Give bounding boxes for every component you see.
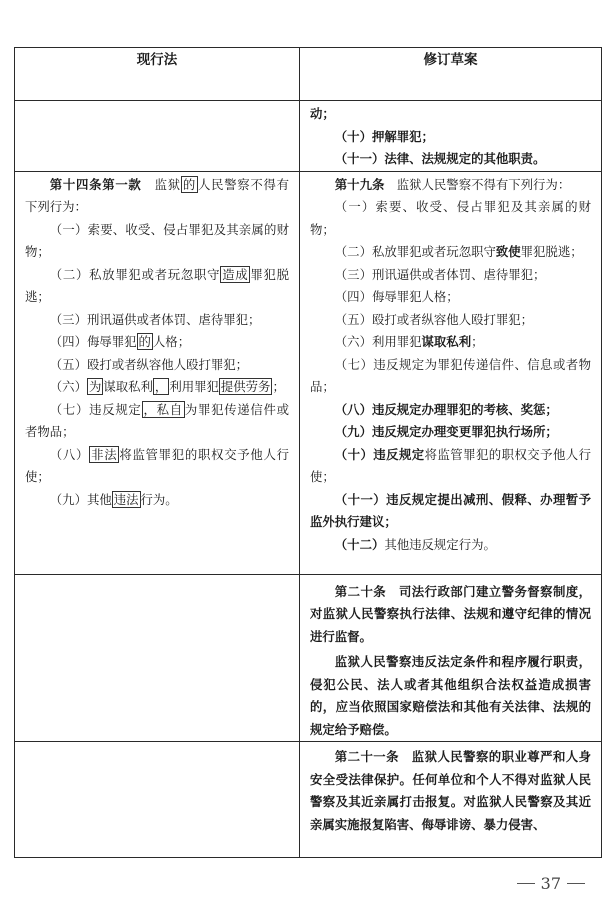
text-span: ； (471, 334, 484, 349)
text-line: （十）押解罪犯； (334, 128, 434, 144)
changed-word-box: 为 (88, 379, 102, 394)
article-paragraph (310, 174, 591, 197)
article-paragraph: 第二十一条 监狱人民警察的职业尊严和人身安全受法律保护。任何单位和个人不得对监狱人民警察及其近亲属打击报复。对监狱人民警察及其近亲属实施报复陷害、侮辱诽谤、暴力侵害、 (310, 749, 591, 832)
list-item: （八）违反规定办理罪犯的考核、奖惩； (334, 401, 558, 417)
current-law-cell (15, 171, 300, 574)
text-span: （六） (49, 379, 87, 394)
revision-draft-cell (300, 171, 602, 574)
table-row (15, 171, 602, 574)
changed-word-box: 造成 (222, 266, 249, 282)
text-line: （十一）法律、法规规定的其他职责。 (334, 151, 546, 166)
list-item: （一）索要、收受、侵占罪犯及其亲属的财物； (310, 199, 591, 237)
text-span: 监狱 (154, 176, 181, 192)
list-item (25, 376, 289, 399)
text-span: （八） (49, 446, 90, 462)
text-span: ； (272, 379, 285, 394)
list-item: （三）刑讯逼供或者体罚、虐待罪犯； (334, 266, 546, 282)
list-item (25, 444, 289, 489)
text-span: 谋取私利 (103, 379, 153, 394)
text-span: 罪犯脱逃； (520, 244, 583, 259)
text-span: （九）其他 (49, 491, 112, 507)
changed-word-box: ，私自 (143, 401, 183, 417)
changed-word-box: ， (154, 379, 168, 394)
text-span: 人民警察不得有下列行为： (25, 176, 290, 214)
current-law-cell-empty (15, 101, 300, 172)
revision-draft-cell (300, 101, 602, 172)
text-span: （六）利用罪犯 (334, 334, 422, 349)
list-item (310, 534, 591, 557)
list-item: （七）违反规定为罪犯传递信件、信息或者物品； (310, 356, 591, 394)
changed-word-box: 非法 (91, 446, 118, 462)
header-revision-draft: 修订草案 (300, 48, 602, 101)
footer-dash-left (517, 883, 535, 884)
list-item: （五）殴打或者纵容他人殴打罪犯； (334, 311, 534, 327)
article-title: 第十四条第一款 (49, 176, 142, 192)
text-span: 将监管罪犯的职权交予他人行使； (25, 446, 290, 484)
revision-draft-cell (300, 574, 602, 742)
table-row (15, 574, 602, 742)
text-span: 其他违反规定行为。 (384, 536, 496, 552)
text-span: （四）侮辱罪犯 (49, 334, 137, 349)
list-item: （一）索要、收受、侵占罪犯及其亲属的财物； (25, 221, 289, 259)
table-row (15, 101, 602, 172)
changed-word-box: 的 (182, 176, 196, 192)
changed-word-box: 提供劳务 (220, 379, 271, 394)
footer-dash-right (567, 883, 585, 884)
list-item (310, 331, 591, 354)
bold-span: 谋取私利 (421, 334, 472, 349)
list-item (25, 331, 289, 354)
list-item (310, 241, 591, 264)
page-footer (517, 874, 585, 893)
list-item: （五）殴打或者纵容他人殴打罪犯； (49, 356, 249, 372)
article-paragraph (25, 174, 289, 219)
text-span: （七）违反规定 (49, 401, 142, 417)
text-span: 行为。 (140, 491, 178, 507)
header-current-law: 现行法 (15, 48, 300, 101)
text-span: （二）私放罪犯或者玩忽职守 (49, 266, 221, 282)
text-span: 将监管罪犯的职权交予他人行使； (310, 446, 592, 484)
table-header-row (15, 48, 602, 101)
list-item: （九）违反规定办理变更罪犯执行场所； (334, 424, 558, 439)
changed-word-box: 的 (138, 334, 151, 349)
list-item (25, 489, 289, 512)
article-paragraph: 监狱人民警察违反法定条件和程序履行职责，侵犯公民、法人或者其他组织合法权益造成损害的，应当依照国家赔偿法和其他有关法律、法规的规定给予赔偿。 (310, 654, 591, 737)
list-item (25, 399, 289, 444)
text-line: 动； (310, 106, 335, 121)
text-span: 人格； (152, 334, 191, 349)
bold-span: （十二） (334, 536, 385, 552)
text-span: （二）私放罪犯或者玩忽职守 (334, 244, 496, 259)
list-item (25, 264, 289, 309)
text-span: 监狱人民警察不得有下列行为： (396, 176, 571, 192)
list-item: （三）刑讯逼供或者体罚、虐待罪犯； (49, 311, 261, 327)
list-item: （四）侮辱罪犯人格； (334, 289, 459, 304)
page-number: 37 (540, 874, 561, 893)
current-law-cell-empty (15, 742, 300, 858)
text-span: 罪犯脱逃； (25, 266, 290, 304)
current-law-cell-empty (15, 574, 300, 742)
text-span: 为罪犯传递信件或者物品； (25, 401, 290, 439)
revision-draft-cell (300, 742, 602, 858)
changed-word-box: 违法 (113, 491, 139, 507)
article-paragraph: 第二十条 司法行政部门建立警务督察制度，对监狱人民警察执行法律、法规和遵守纪律的情况进行监督。 (310, 583, 591, 644)
article-title: 第十九条 (334, 176, 385, 192)
list-item (310, 444, 591, 489)
list-item: （十一）违反规定提出减刑、假释、办理暂予监外执行建议； (310, 491, 591, 529)
table-row (15, 742, 602, 858)
bold-span: 致使 (495, 244, 521, 259)
bold-span: （十）违反规定 (334, 446, 425, 462)
text-span: 利用罪犯 (169, 379, 219, 394)
comparison-table (14, 47, 602, 858)
